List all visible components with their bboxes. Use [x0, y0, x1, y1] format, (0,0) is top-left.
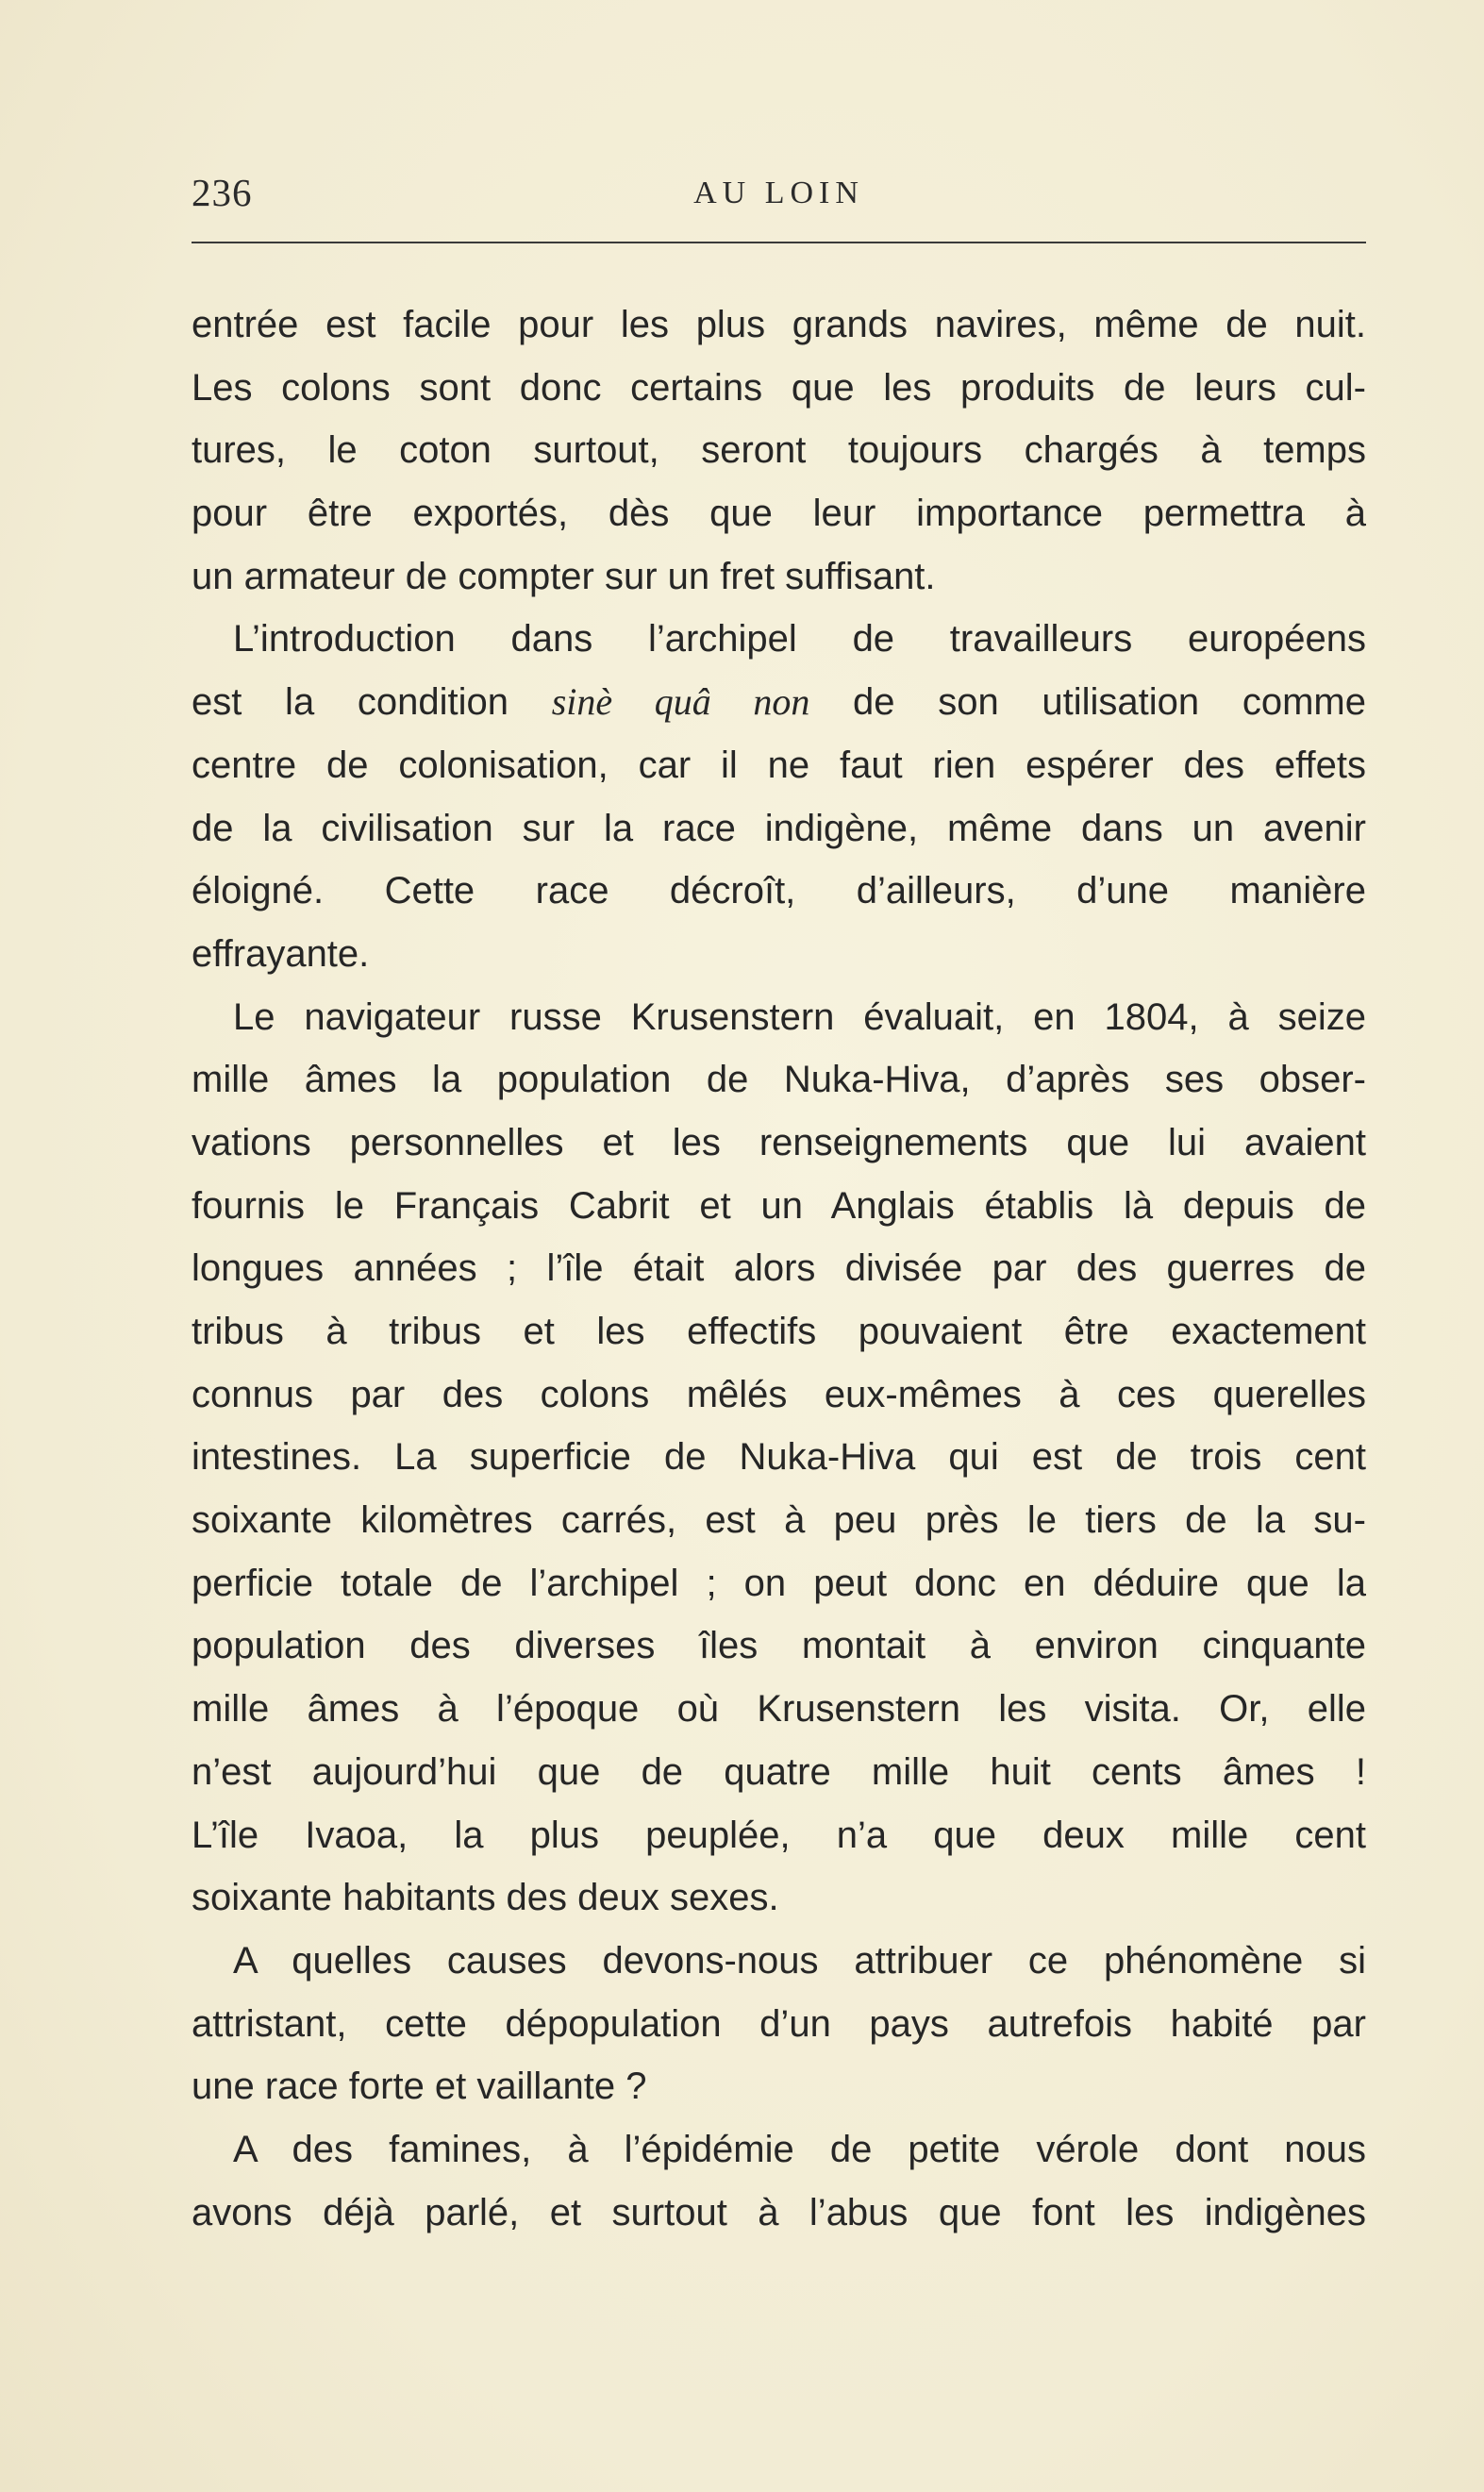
text-line: éloigné. Cette race décroît, d’ailleurs, d’une manière [192, 870, 1366, 912]
text-line: attristant, cette dépopulation d’un pays autrefois habité par [192, 2002, 1366, 2045]
body-text [192, 293, 1366, 2244]
text-line: centre de colonisation, car il ne faut rien espérer des effets [192, 744, 1366, 786]
page-header [192, 170, 1366, 226]
page-number: 236 [192, 171, 253, 214]
italic-phrase: sinè quâ non [551, 680, 810, 724]
text-line: longues années ; l’île était alors divisée par des guerres de [192, 1247, 1366, 1290]
text-line: soixante kilomètres carrés, est à peu près le tiers de la su- [192, 1499, 1366, 1542]
text-line: vations personnelles et les renseignements que lui avaient [192, 1121, 1366, 1163]
text-line: effrayante. [192, 932, 370, 975]
running-title: AU LOIN [693, 176, 864, 210]
text-line: pour être exportés, dès que leur importance permettra à [192, 493, 1366, 535]
text-segment: de son utilisation comme [809, 681, 1366, 724]
text-line: A quelles causes devons-nous attribuer ce phénomène si [233, 1939, 1366, 1982]
text-line: Le navigateur russe Krusenstern évaluait, en 1804, à seize [233, 995, 1366, 1038]
text-line: soixante habitants des deux sexes. [192, 1877, 779, 1919]
text-line: mille âmes la population de Nuka-Hiva, d’après ses obser- [192, 1059, 1366, 1101]
text-line: un armateur de compter sur un fret suffisant. [192, 555, 936, 597]
text-line: n’est aujourd’hui que de quatre mille huit cents âmes ! [192, 1750, 1366, 1793]
text-line: intestines. La superficie de Nuka-Hiva qui est de trois cent [192, 1436, 1366, 1479]
text-segment: est la condition [192, 681, 552, 724]
text-line: A des famines, à l’épidémie de petite vérole dont nous [233, 2128, 1366, 2170]
text-line: de la civilisation sur la race indigène, même dans un avenir [192, 807, 1366, 849]
text-line [192, 671, 1366, 734]
text-line: tures, le coton surtout, seront toujours chargés à temps [192, 429, 1366, 472]
text-line: population des diverses îles montait à environ cinquante [192, 1625, 1366, 1667]
text-line: perficie totale de l’archipel ; on peut donc en déduire que la [192, 1562, 1366, 1604]
text-line: Les colons sont donc certains que les produits de leurs cul- [192, 366, 1366, 409]
text-line: avons déjà parlé, et surtout à l’abus que font les indigènes [192, 2191, 1366, 2233]
text-line: entrée est facile pour les plus grands navires, même de nuit. [192, 304, 1366, 345]
text-line: tribus à tribus et les effectifs pouvaient être exactement [192, 1311, 1366, 1352]
text-line: mille âmes à l’époque où Krusenstern les visita. Or, elle [192, 1688, 1366, 1731]
text-line: une race forte et vaillante ? [192, 2066, 647, 2108]
text-line: L’introduction dans l’archipel de travailleurs européens [233, 618, 1366, 661]
text-line: L’île Ivaoa, la plus peuplée, n’a que deux mille cent [192, 1814, 1366, 1856]
text-line: connus par des colons mêlés eux-mêmes à ces querelles [192, 1373, 1366, 1415]
header-rule [192, 242, 1366, 243]
text-line: fournis le Français Cabrit et un Anglais établis là depuis de [192, 1184, 1366, 1227]
